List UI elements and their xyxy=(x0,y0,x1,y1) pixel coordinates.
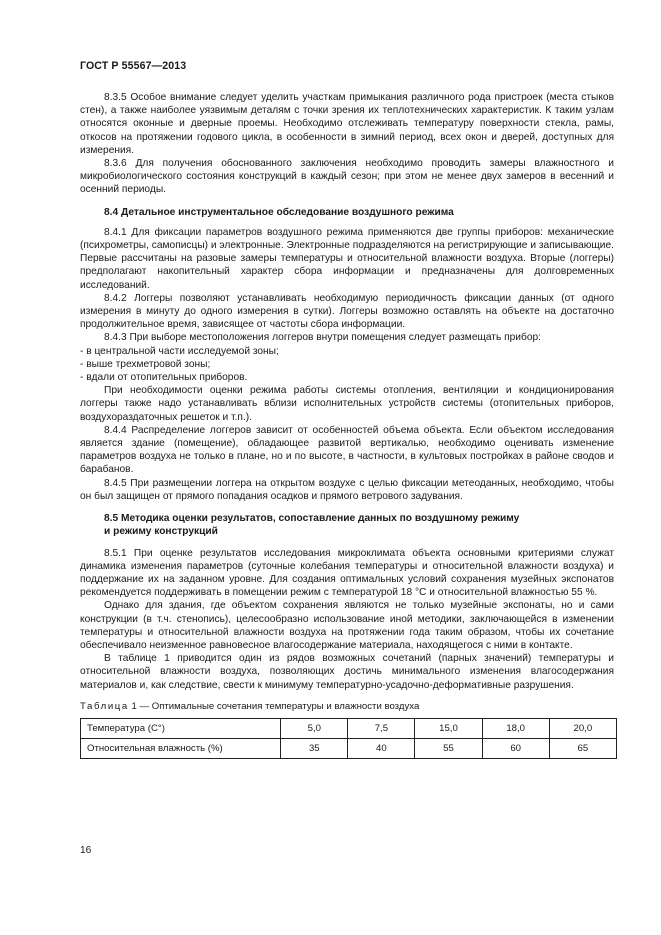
paragraph-8-4-1: 8.4.1 Для фиксации параметров воздушного режима применяются две группы приборов: механические (психрометры, самописцы) и электронные. Электронные подразделяются на регистрирующие и записывающие. Первые рассчитаны на разовые замеры температуры и относительной влажности воздуха. Вторые (логгеры) предполагают накопительный характер сбора информации и предназначены для долговременных исследований. xyxy=(80,226,614,291)
list-item: - выше трехметровой зоны; xyxy=(80,358,211,370)
table-row-label: Температура (С°) xyxy=(81,718,281,738)
table-row-label: Относительная влажность (%) xyxy=(81,738,281,758)
section-heading-8-5 xyxy=(80,512,614,538)
section-heading-line: и режиму конструкций xyxy=(104,526,218,538)
table-cell: 60 xyxy=(482,738,549,758)
table-cell: 65 xyxy=(549,738,616,758)
table-cell: 35 xyxy=(281,738,348,758)
table-caption-word: Таблица xyxy=(80,700,129,712)
list-item: - в центральной части исследуемой зоны; xyxy=(80,345,279,357)
table-cell: 7,5 xyxy=(348,718,415,738)
list-item: - вдали от отопительных приборов. xyxy=(80,372,248,384)
table-row xyxy=(81,738,617,758)
page-number: 16 xyxy=(80,845,92,856)
table-caption-text: 1 — Оптимальные сочетания температуры и влажности воздуха xyxy=(128,700,420,712)
table-row xyxy=(81,718,617,738)
paragraph-8-4-2: 8.4.2 Логгеры позволяют устанавливать необходимую периодичность фиксации данных (от одного измерения в минуту до одного измерения в сутки). Логгеры возможно оставлять на объекте на достаточно продолжительное время, зависящее от частоты сбора информации. xyxy=(80,292,614,331)
document-code-header: ГОСТ Р 55567—2013 xyxy=(80,60,187,72)
table-cell: 55 xyxy=(415,738,482,758)
table-cell: 5,0 xyxy=(281,718,348,738)
paragraph-8-4-4: 8.4.4 Распределение логгеров зависит от особенностей объема объекта. Если объектом исследования является здание (помещение), обладающее развитой вертикалью, необходимо оценивать изменение параметров воздуха не только в плане, но и по высоте, в частности, в культовых постройках в районе сводов и барабанов. xyxy=(80,424,614,476)
temperature-humidity-table xyxy=(80,718,617,759)
paragraph-8-4-5: 8.4.5 При размещении логгера на открытом воздухе с целью фиксации метеоданных, необходимо, чтобы он был защищен от прямого попадания осадков и прямого ветрового задувания. xyxy=(80,477,614,502)
paragraph-8-4-3: 8.4.3 При выборе местоположения логгеров внутри помещения следует размещать прибор: xyxy=(104,332,541,344)
paragraph-methodology: Однако для здания, где объектом сохранения являются не только музейные экспонаты, но и сами конструкции (в т.ч. стенопись), целесообразно использование иной методики, заключающейся в изменении температуры и относительной влажности воздуха на протяжении года таким образом, чтобы их сочетание обеспечивало неизменное равновесное влагосодержание материала, находящегося с ними в контакте. xyxy=(80,600,614,651)
section-heading-8-4: 8.4 Детальное инструментальное обследование воздушного режима xyxy=(104,206,454,218)
section-heading-line: 8.5 Методика оценки результатов, сопоставление данных по воздушному режиму xyxy=(104,513,520,525)
paragraph-logger-placement: При необходимости оценки режима работы системы отопления, вентиляции и кондиционирования логгеры также надо устанавливать вблизи исполнительных устройств системы (отопительных приборов, воздухораздаточных решеток и т.п.). xyxy=(80,385,614,423)
table-cell: 18,0 xyxy=(482,718,549,738)
table-cell: 20,0 xyxy=(549,718,616,738)
paragraph-8-3-6: 8.3.6 Для получения обоснованного заключения необходимо проводить замеры влажностного и микробиологического состояния конструкций в каждый сезон; при этом не менее двух замеров в весенний и осенний периоды. xyxy=(80,158,614,196)
paragraph-8-5-1: 8.5.1 При оценке результатов исследования микроклимата объекта основными критериями служат динамика изменения параметров (суточные колебания температуры и относительной влажности воздуха) и поддержание их на заданном уровне. Для создания оптимальных условий сохранения музейных экспонатов рекомендуется поддерживать в помещении режим с температурой 18 °С и относительной влажностью 55 %. xyxy=(80,547,614,599)
table-caption xyxy=(80,700,614,713)
table-cell: 40 xyxy=(348,738,415,758)
table-cell: 15,0 xyxy=(415,718,482,738)
paragraph-8-3-5: 8.3.5 Особое внимание следует уделить участкам примыкания различного рода пристроек (места стыков стен), а также наиболее уязвимым деталям с точки зрения их теплотехнических характеристик. К таким узлам относятся оконные и дверные проемы. Необходимо отслеживать температуру поверхности стекла, рамы, откосов на протяжении годового цикла, в особенности в зимний период, всех окон и дверей, доступных для измерения. xyxy=(80,92,614,156)
paragraph-table-intro: В таблице 1 приводится один из рядов возможных сочетаний (парных значений) температуры и относительной влажности воздуха, позволяющих достичь минимального изменения влагосодержания материалов и, как следствие, свести к минимуму температурно-усадочно-деформативные разрушения. xyxy=(80,653,614,691)
document-body xyxy=(80,91,614,759)
